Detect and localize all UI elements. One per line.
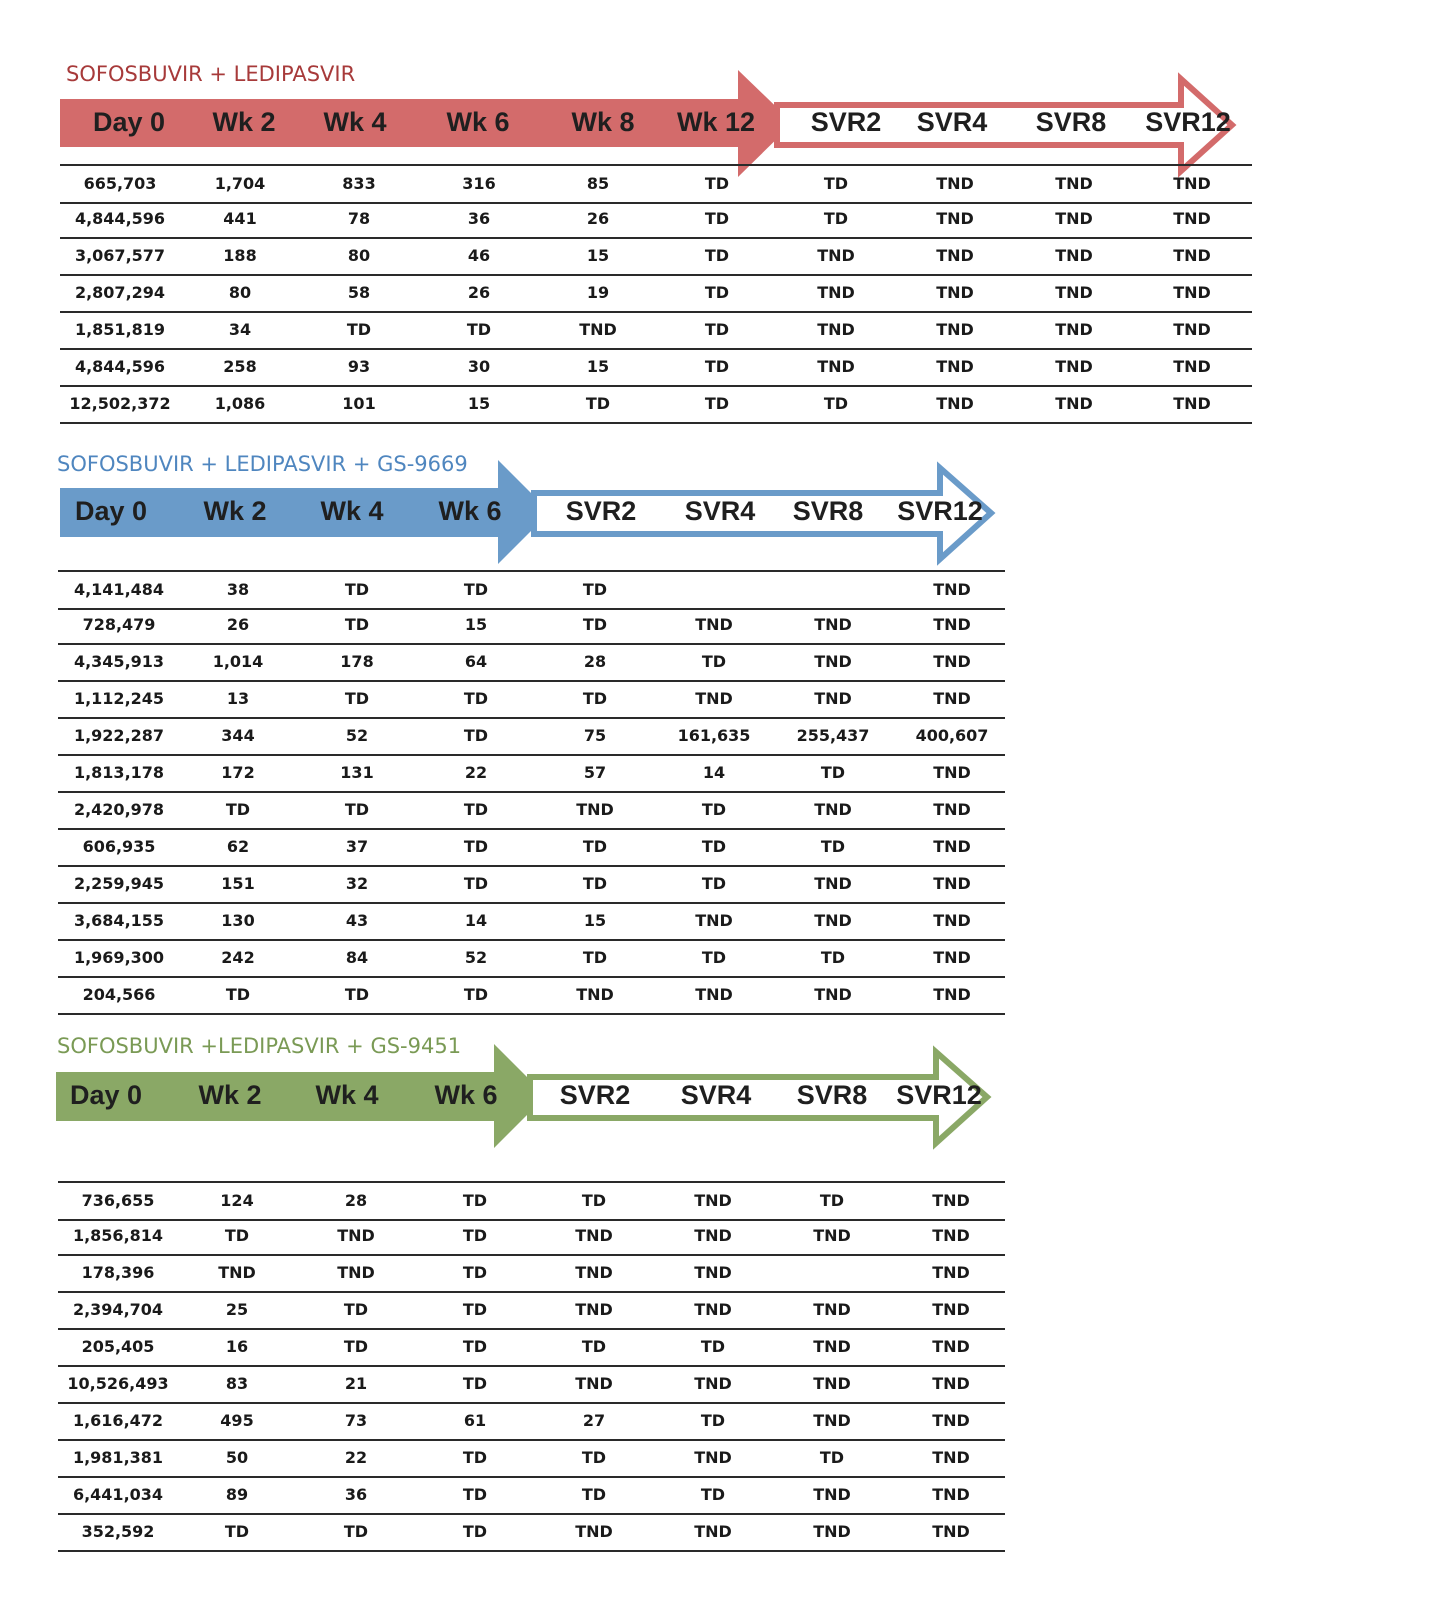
column-header: SVR4 [684,496,756,526]
table-cell: TD [582,689,608,708]
table-cell: TD [701,837,727,856]
table-cell: TND [933,615,971,634]
table-cell: 46 [467,246,491,265]
table-cell: TD [344,689,370,708]
table-cell: TND [932,1191,970,1210]
table-cell: TND [575,1226,613,1245]
table-cell: TD [819,1448,845,1467]
table-cell: TND [1055,174,1093,193]
table-cell: TND [1173,246,1211,265]
table-cell: 188 [223,246,257,265]
table-cell: 400,607 [915,726,989,745]
table-cell: 124 [220,1191,254,1210]
table-cell: TND [813,1337,851,1356]
table-cell: TD [225,985,251,1004]
table-cell: TND [933,948,971,967]
table-cell: 606,935 [82,837,156,856]
section-title: SOFOSBUVIR + LEDIPASVIR [66,62,356,86]
table-cell: 22 [344,1448,368,1467]
table-cell: TND [817,283,855,302]
table-cell: 43 [345,911,369,930]
table-cell: TD [344,800,370,819]
table-cell: 73 [344,1411,368,1430]
table-cell: TND [218,1263,256,1282]
column-header: SVR2 [810,107,882,137]
table-cell: TD [344,615,370,634]
table-cell: 36 [344,1485,368,1504]
table-row [58,1477,1005,1515]
table-cell: TND [337,1226,375,1245]
table-cell: TND [933,580,971,599]
table-cell: 15 [464,615,488,634]
column-header: Wk 6 [434,1080,498,1110]
section-title: SOFOSBUVIR +LEDIPASVIR + GS-9451 [57,1034,462,1058]
column-header: Wk 6 [438,496,502,526]
table-cell: TD [463,689,489,708]
table-cell: 58 [347,283,371,302]
table-cell: 16 [225,1337,249,1356]
table-cell: TND [1055,209,1093,228]
table-cell: TD [462,1263,488,1282]
table-cell [772,1255,892,1291]
table-cell: TND [694,1263,732,1282]
table-cell: 38 [226,580,250,599]
table-cell: TND [695,911,733,930]
table-cell: TND [932,1411,970,1430]
table-cell: TND [932,1263,970,1282]
table-cell: 15 [586,357,610,376]
table-cell: 15 [583,911,607,930]
table-cell: TD [704,174,730,193]
table-cell: TND [936,320,974,339]
table-cell: 15 [467,394,491,413]
table-cell: TD [462,1522,488,1541]
table-cell: TND [575,1522,613,1541]
table-cell: TD [463,874,489,893]
table-cell: 204,566 [82,985,156,1004]
table-cell: TND [695,615,733,634]
table-cell: 4,844,596 [74,357,166,376]
column-header: Wk 6 [446,107,510,137]
table-cell: 93 [347,357,371,376]
table-cell: 13 [226,689,250,708]
table-cell: 178 [340,652,374,671]
table-cell: 57 [583,763,607,782]
table-cell: TND [813,1300,851,1319]
column-header: Day 0 [74,496,148,526]
table-cell: TND [1173,283,1211,302]
table-cell: TND [1055,357,1093,376]
table-cell: 80 [347,246,371,265]
column-header: SVR2 [565,496,637,526]
table-cell: 84 [345,948,369,967]
table-cell: TND [813,1522,851,1541]
column-header: Wk 8 [571,107,635,137]
table-cell: TD [585,394,611,413]
table-cell: TND [814,615,852,634]
table-cell: 1,981,381 [72,1448,164,1467]
table-cell: TD [700,1337,726,1356]
table-cell: TND [1055,320,1093,339]
table-cell: TND [813,1411,851,1430]
table-cell: TND [936,246,974,265]
table-cell: 75 [583,726,607,745]
table-cell: TND [817,357,855,376]
column-header: Wk 2 [203,496,267,526]
table-cell: 151 [221,874,255,893]
table-cell: 2,259,945 [73,874,165,893]
table-cell: TND [694,1191,732,1210]
table-cell: TND [1173,320,1211,339]
table-cell: TD [343,1522,369,1541]
table-cell: TND [933,763,971,782]
table-cell: 52 [464,948,488,967]
column-header: Wk 4 [315,1080,379,1110]
table-cell: TD [823,209,849,228]
column-header: SVR12 [1145,107,1231,137]
table-cell: 25 [225,1300,249,1319]
table-cell: TND [1055,394,1093,413]
column-header: SVR8 [796,1080,868,1110]
table-cell: 10,526,493 [67,1374,169,1393]
table-cell: TD [343,1300,369,1319]
table-cell: TD [343,1337,369,1356]
table-cell: TD [462,1191,488,1210]
table-cell: TND [694,1448,732,1467]
table-cell: TND [575,1300,613,1319]
table-cell: TND [814,874,852,893]
table-row [58,1218,1005,1256]
table-cell: TND [932,1300,970,1319]
table-cell: TND [933,985,971,1004]
table-cell: 101 [342,394,376,413]
table-cell: TD [820,948,846,967]
table-row [58,1440,1005,1478]
table-cell: 495 [220,1411,254,1430]
column-header: SVR4 [680,1080,752,1110]
table-cell: TD [581,1485,607,1504]
table-cell: TD [344,580,370,599]
table-cell: 1,616,472 [72,1411,164,1430]
column-header: Wk 2 [198,1080,262,1110]
table-cell: 130 [221,911,255,930]
section-title: SOFOSBUVIR + LEDIPASVIR + GS-9669 [57,452,468,476]
column-header: SVR12 [896,1080,982,1110]
table-cell: TND [1173,209,1211,228]
table-cell: 61 [463,1411,487,1430]
table-cell: TND [817,246,855,265]
table-cell: TD [462,1337,488,1356]
table-cell: 161,635 [677,726,751,745]
table-cell: TND [813,1374,851,1393]
table-cell: 1,851,819 [74,320,166,339]
table-row [58,1403,1005,1441]
table-cell: TD [581,1191,607,1210]
table-cell: TND [933,837,971,856]
table-cell: TD [700,1411,726,1430]
table-cell: 178,396 [81,1263,155,1282]
table-row [58,1514,1005,1552]
table-cell: TND [932,1226,970,1245]
table-cell: 4,844,596 [74,209,166,228]
table-cell: TND [1173,357,1211,376]
table-cell: 2,420,978 [73,800,165,819]
table-cell: 1,014 [212,652,264,671]
column-header: SVR8 [1035,107,1107,137]
column-header: Day 0 [92,107,166,137]
table-cell: 6,441,034 [72,1485,164,1504]
table-cell: TND [1055,283,1093,302]
table-cell: 32 [345,874,369,893]
table-cell: TD [463,580,489,599]
table-cell: 62 [226,837,250,856]
table-cell: TD [466,320,492,339]
table-cell: TND [337,1263,375,1282]
table-cell: TD [704,209,730,228]
table-cell: TD [704,283,730,302]
table-cell: TD [820,837,846,856]
table-cell: 665,703 [83,174,157,193]
table-cell: TD [704,320,730,339]
table-cell: TD [582,580,608,599]
table-cell: 1,969,300 [73,948,165,967]
table-cell: TD [823,174,849,193]
table-cell: TND [936,357,974,376]
table-cell: 21 [344,1374,368,1393]
table-cell: TND [695,985,733,1004]
table-cell: TND [936,174,974,193]
table-cell: TND [814,800,852,819]
table-cell: TND [694,1374,732,1393]
table-cell: TND [576,985,614,1004]
table-cell: TD [701,800,727,819]
table-row [58,1366,1005,1404]
table-cell: TND [813,1226,851,1245]
column-header: Wk 4 [320,496,384,526]
table-cell: 344 [221,726,255,745]
table-cell: TD [225,800,251,819]
table-cell: TND [694,1522,732,1541]
table-cell: 26 [586,209,610,228]
table-cell: TD [582,874,608,893]
table-row [58,1292,1005,1330]
table-cell: TD [823,394,849,413]
table-cell: TND [936,283,974,302]
table-cell: 64 [464,652,488,671]
table-cell: TND [575,1374,613,1393]
table-cell: TND [575,1263,613,1282]
table-cell: 736,655 [81,1191,155,1210]
table-cell: 255,437 [796,726,870,745]
table-cell: TND [1173,394,1211,413]
table-cell: TD [581,1448,607,1467]
table-cell: 30 [467,357,491,376]
table-cell: TND [817,320,855,339]
table-cell: 89 [225,1485,249,1504]
table-cell: 52 [345,726,369,745]
table-cell: TD [463,726,489,745]
table-cell: TND [695,689,733,708]
column-header: SVR4 [916,107,988,137]
table-cell: 26 [226,615,250,634]
column-header: SVR8 [792,496,864,526]
table-cell: 22 [464,763,488,782]
table-cell: 1,704 [214,174,266,193]
column-header: Wk 2 [212,107,276,137]
table-cell: 28 [583,652,607,671]
table-cell: 27 [582,1411,606,1430]
table-cell: TD [346,320,372,339]
table-cell: 19 [586,283,610,302]
table-cell: 316 [462,174,496,193]
table-cell: TD [463,800,489,819]
table-cell: TD [462,1448,488,1467]
table-cell: 37 [345,837,369,856]
table-cell: 172 [221,763,255,782]
table-cell: 26 [467,283,491,302]
table-cell: TND [1055,246,1093,265]
table-cell: 1,856,814 [72,1226,164,1245]
column-header: Wk 12 [676,107,756,137]
table-cell: TD [344,985,370,1004]
table-cell: TD [704,246,730,265]
table-cell: 50 [225,1448,249,1467]
table-cell: TD [581,1337,607,1356]
table-cell: 352,592 [81,1522,155,1541]
table-cell: 4,345,913 [73,652,165,671]
table-cell: 28 [344,1191,368,1210]
table-cell: 1,922,287 [73,726,165,745]
column-header: Wk 4 [323,107,387,137]
column-header: SVR12 [897,496,983,526]
table-cell: 80 [228,283,252,302]
table-cell: TND [814,689,852,708]
table-cell: TND [933,652,971,671]
table-row [58,1329,1005,1367]
table-cell: 2,394,704 [72,1300,164,1319]
table-cell: 2,807,294 [74,283,166,302]
table-cell: 1,086 [214,394,266,413]
table-cell: TND [932,1448,970,1467]
table-cell: TD [701,948,727,967]
table-cell: TD [700,1485,726,1504]
table-cell: 441 [223,209,257,228]
column-header: SVR2 [559,1080,631,1110]
table-cell: TD [462,1374,488,1393]
table-cell: TND [694,1226,732,1245]
table-cell: TD [463,837,489,856]
table-cell: TND [933,911,971,930]
table-cell: TND [932,1522,970,1541]
table-cell: TD [224,1522,250,1541]
column-header: Day 0 [69,1080,143,1110]
table-row [58,1255,1005,1293]
table-cell: TND [933,800,971,819]
table-cell: 34 [228,320,252,339]
table-cell: 4,141,484 [73,580,165,599]
table-cell: TND [1173,174,1211,193]
table-cell: TND [579,320,617,339]
table-cell: TD [582,837,608,856]
table-cell: 14 [702,763,726,782]
table-cell: TND [936,394,974,413]
table-cell: 15 [586,246,610,265]
table-cell: TND [813,1485,851,1504]
table-cell: TD [701,652,727,671]
table-cell: TD [463,985,489,1004]
table-cell: TD [462,1485,488,1504]
table-cell: TD [462,1300,488,1319]
table-cell: TD [582,948,608,967]
table-cell: 728,479 [82,615,156,634]
table-cell: 78 [347,209,371,228]
table-cell: TD [582,615,608,634]
table-cell: 1,112,245 [73,689,165,708]
table-cell: TD [704,394,730,413]
table-cell: TND [694,1300,732,1319]
table-cell: 205,405 [81,1337,155,1356]
table-cell: 83 [225,1374,249,1393]
table-cell: 258 [223,357,257,376]
table-cell: TND [932,1374,970,1393]
table-cell: 14 [464,911,488,930]
table-cell: TND [814,911,852,930]
table-cell: 3,684,155 [73,911,165,930]
table-cell: TND [814,985,852,1004]
table-row [58,1181,1005,1221]
table-cell: TND [933,689,971,708]
table-cell: 833 [342,174,376,193]
table-cell: 131 [340,763,374,782]
table-cell: TD [462,1226,488,1245]
table-cell: TND [932,1337,970,1356]
table-cell: TD [701,874,727,893]
table-cell: TD [819,1191,845,1210]
table-cell: 12,502,372 [69,394,171,413]
table-cell: 3,067,577 [74,246,166,265]
table-cell: TND [576,800,614,819]
table-cell: TD [820,763,846,782]
table-cell: TND [932,1485,970,1504]
table-cell: TND [936,209,974,228]
table-cell: 1,813,178 [73,763,165,782]
table-cell: TD [224,1226,250,1245]
table-cell: TD [704,357,730,376]
table-cell: 242 [221,948,255,967]
table-cell: TND [814,652,852,671]
table-cell: 85 [586,174,610,193]
table-cell: TND [933,874,971,893]
table-cell: 36 [467,209,491,228]
